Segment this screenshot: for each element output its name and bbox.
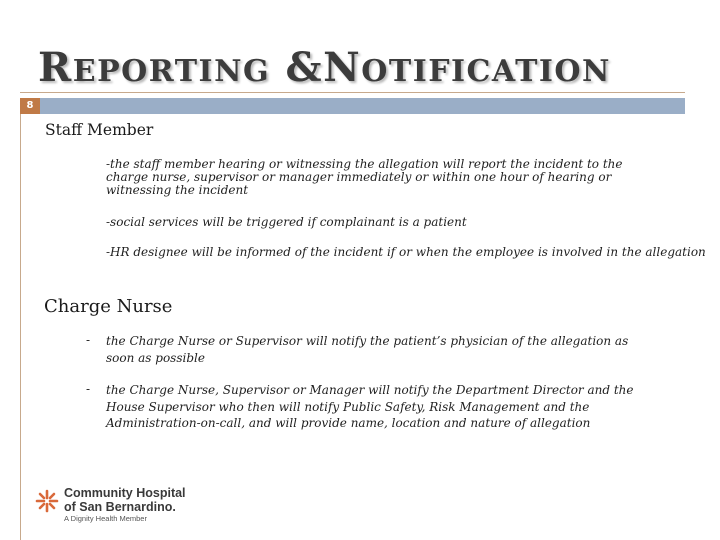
slide-number: 8	[20, 98, 40, 114]
bullet-dash: -	[86, 333, 91, 347]
staff-item-report: -the staff member hearing or witnessing the allegation will report the incident to the charge nurse, supervisor or manager immediately or within one hour of hearing or witnessing the incident	[106, 157, 623, 197]
title-word-reporting: EPORTING	[72, 54, 271, 89]
dignity-star-icon	[34, 488, 60, 514]
charge-nurse-heading: Charge Nurse	[44, 296, 173, 317]
title-ampersand: &	[270, 44, 324, 91]
bullet-dash: -	[86, 382, 91, 396]
logo-line-2: of San Bernardino.	[64, 500, 176, 514]
staff-member-heading: Staff Member	[45, 121, 154, 139]
logo-line-3: A Dignity Health Member	[64, 514, 147, 523]
staff-item-social-services: -social services will be triggered if complainant is a patient	[106, 215, 467, 229]
title-word-notification: OTIFICATION	[361, 54, 611, 89]
left-divider	[20, 100, 21, 540]
charge-item-physician: the Charge Nurse or Supervisor will notify the patient’s physician of the allegation as soon as possible	[106, 334, 629, 365]
header-band	[40, 98, 685, 114]
charge-item-director: the Charge Nurse, Supervisor or Manager will notify the Department Director and the House Supervisor who then will notify Public Safety, Risk Management and the Administration-on-call, and will provide name, location and nature of allegation	[106, 383, 634, 430]
logo-text	[64, 486, 186, 524]
staff-item-hr: -HR designee will be informed of the incident if or when the employee is involved in the allegation	[106, 245, 706, 259]
hospital-logo	[34, 486, 204, 530]
page-title	[38, 44, 611, 91]
title-initial-r: R	[38, 44, 73, 91]
top-divider	[20, 92, 685, 93]
logo-line-1: Community Hospital	[64, 486, 186, 500]
title-initial-n: N	[323, 44, 362, 91]
